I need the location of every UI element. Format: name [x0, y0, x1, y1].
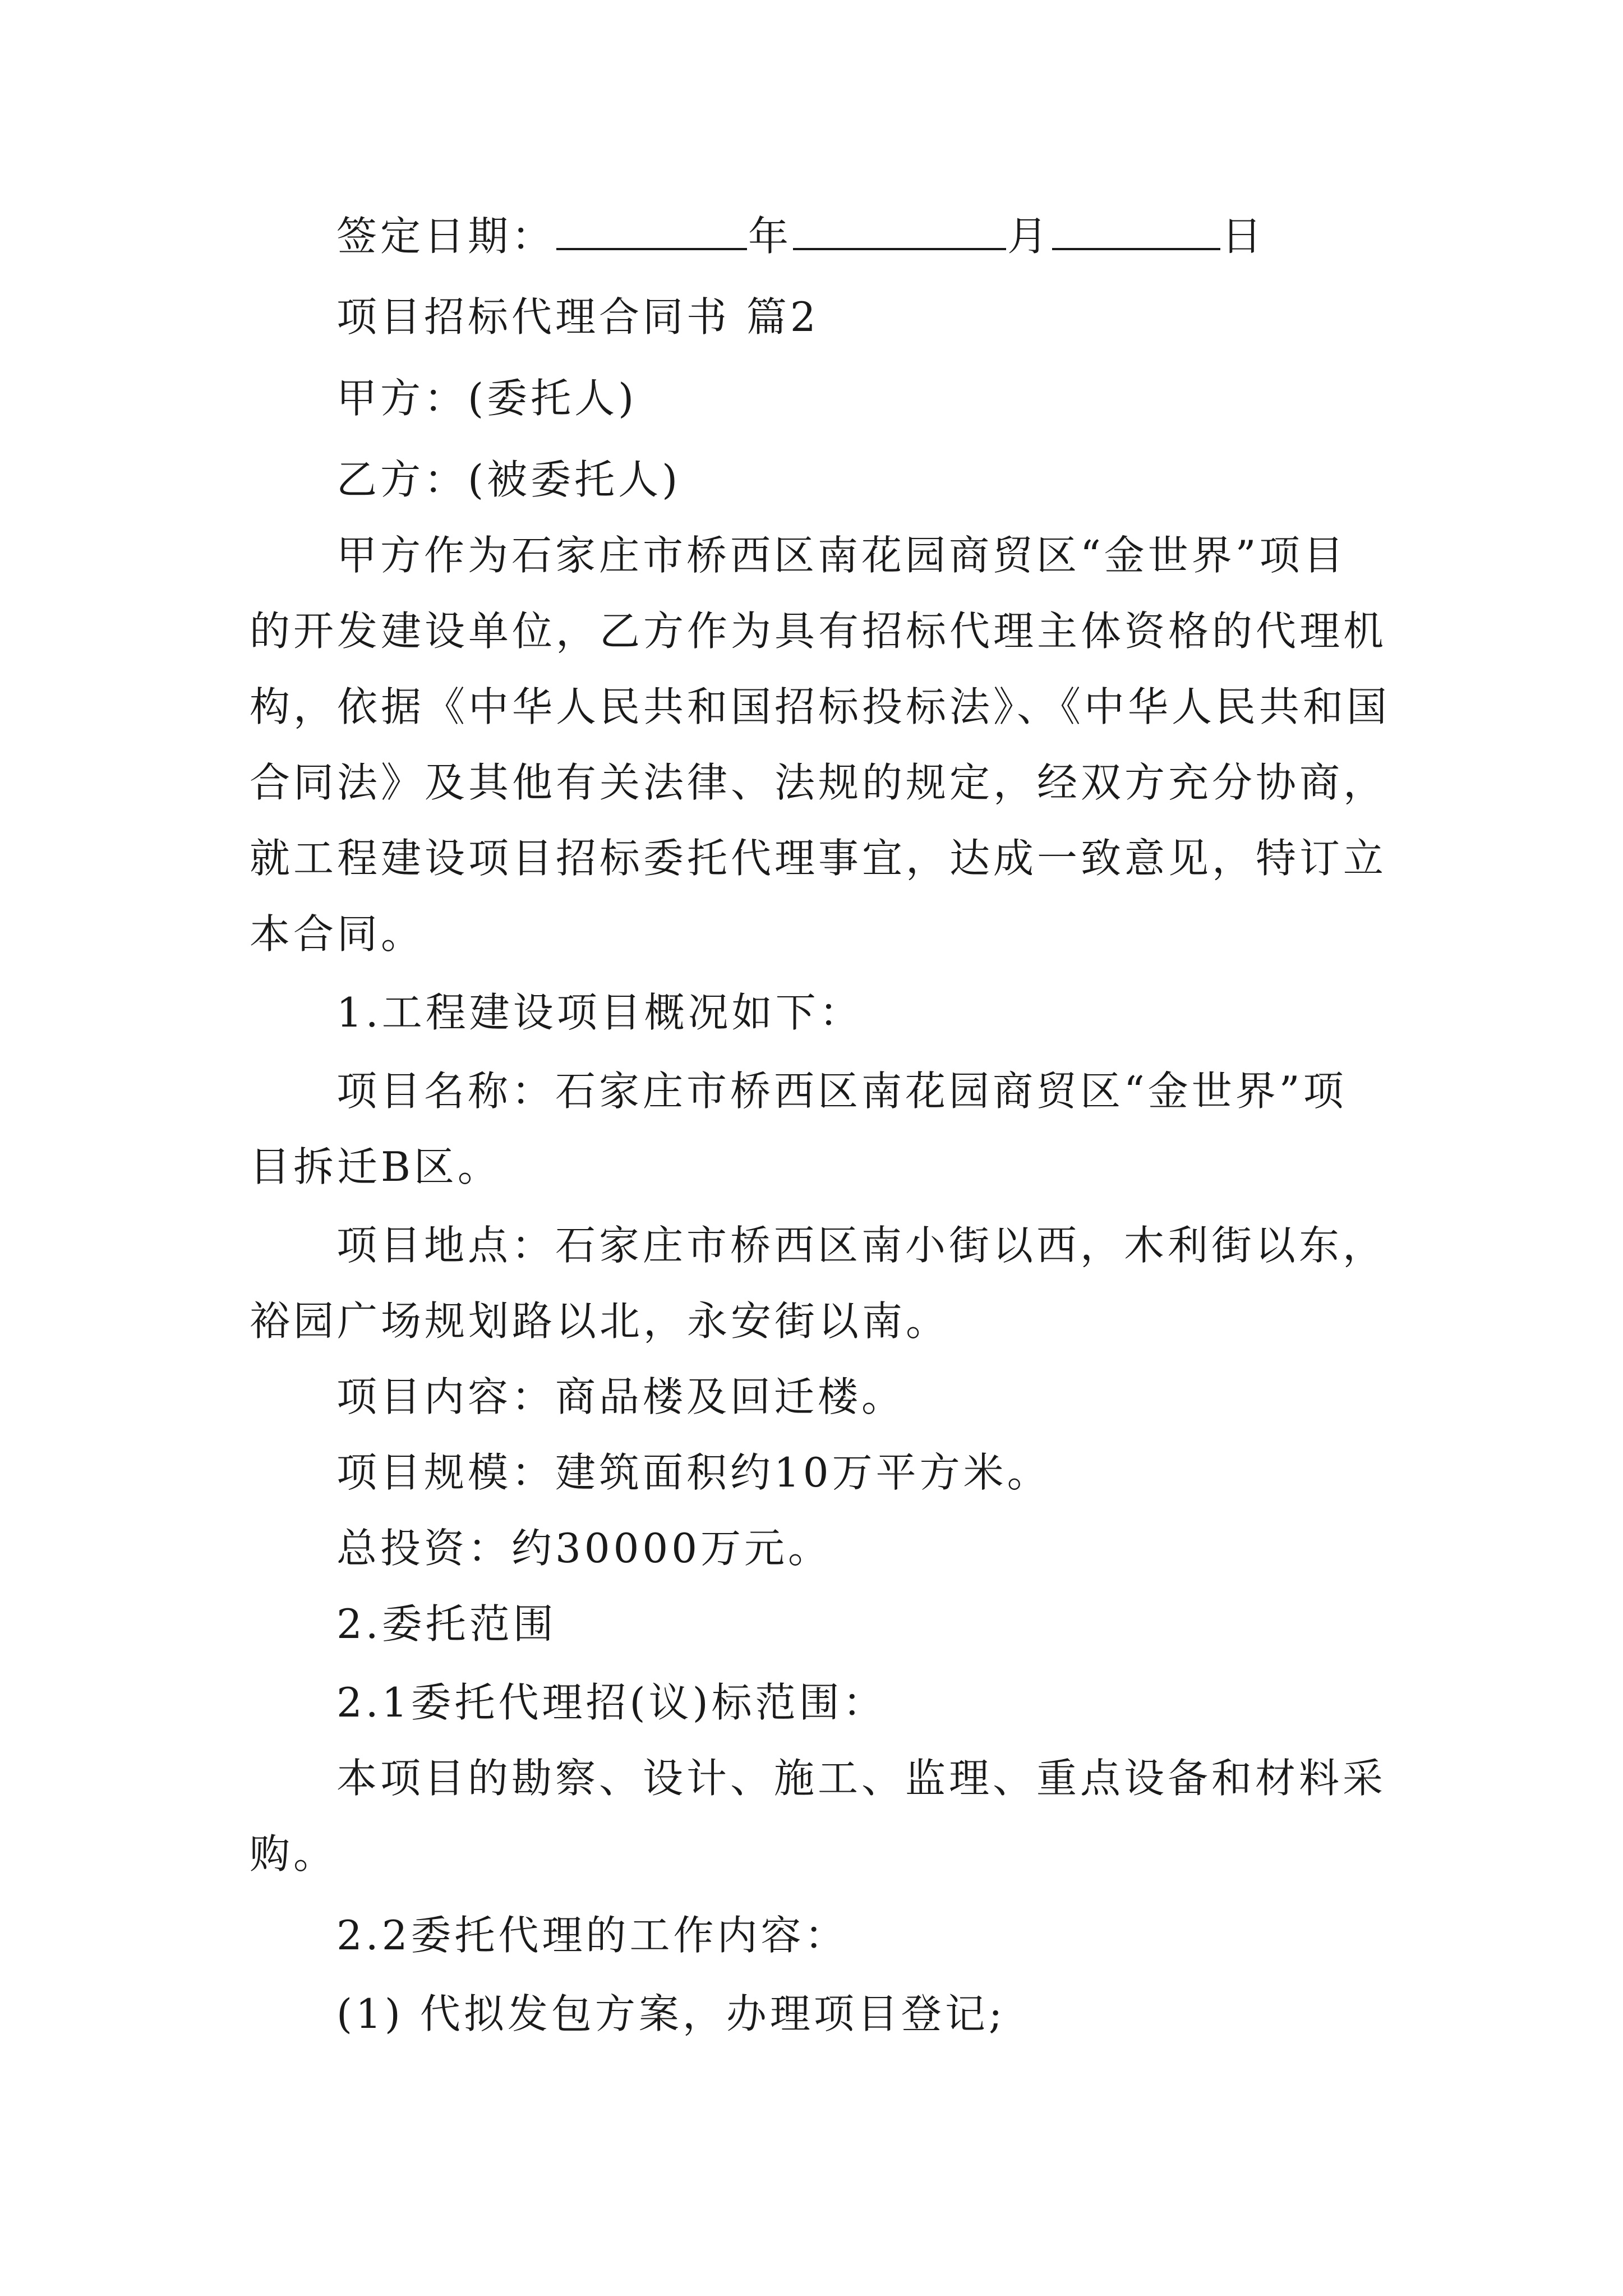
- section-2-2-heading: 2.2委托代理的工作内容：: [336, 1912, 849, 1959]
- document-title: 项目招标代理合同书 篇2: [336, 293, 819, 341]
- year-blank: [556, 208, 747, 250]
- year-label: 年: [748, 213, 792, 260]
- month-label: 月: [1007, 213, 1052, 260]
- project-scale: 项目规模：建筑面积约10万平方米。: [336, 1449, 1051, 1496]
- party-a: 甲方：(委托人): [336, 375, 638, 422]
- project-name-line: 项目名称：石家庄市桥西区南花园商贸区“金世界”项: [336, 1068, 1347, 1115]
- project-content: 项目内容：商品楼及回迁楼。: [336, 1373, 906, 1420]
- section-2-heading: 2.委托范围: [336, 1600, 557, 1648]
- project-location-line: 裕园广场规划路以北，永安街以南。: [250, 1297, 950, 1345]
- day-label: 日: [1221, 213, 1266, 260]
- project-location-line: 项目地点：石家庄市桥西区南小街以西，木利街以东，: [336, 1222, 1387, 1269]
- intro-line: 就工程建设项目招标委托代理事宜，达成一致意见，特订立: [250, 835, 1387, 882]
- party-b: 乙方：(被委托人): [336, 456, 681, 503]
- section-1-heading: 1.工程建设项目概况如下：: [336, 989, 863, 1036]
- project-name-line: 目拆迁B区。: [250, 1143, 501, 1190]
- day-blank: [1052, 208, 1220, 250]
- intro-line: 构，依据《中华人民共和国招标投标法》、《中华人民共和国: [250, 683, 1391, 730]
- intro-line: 合同法》及其他有关法律、法规的规定，经双方充分协商，: [250, 759, 1387, 806]
- scope-line: 购。: [250, 1830, 338, 1878]
- total-investment: 总投资：约30000万元。: [336, 1525, 832, 1572]
- intro-line: 本合同。: [250, 910, 425, 958]
- signing-date-line: [336, 208, 1486, 264]
- work-item-1: (1) 代拟发包方案，办理项目登记;: [336, 1990, 1006, 2037]
- intro-line: 甲方作为石家庄市桥西区南花园商贸区“金世界”项目: [336, 532, 1347, 579]
- intro-line: 的开发建设单位，乙方作为具有招标代理主体资格的代理机: [250, 608, 1387, 655]
- month-blank: [793, 208, 1006, 250]
- signing-date-label: 签定日期：: [336, 213, 556, 260]
- section-2-1-heading: 2.1委托代理招(议)标范围：: [336, 1679, 887, 1726]
- scope-line: 本项目的勘察、设计、施工、监理、重点设备和材料采: [336, 1755, 1387, 1802]
